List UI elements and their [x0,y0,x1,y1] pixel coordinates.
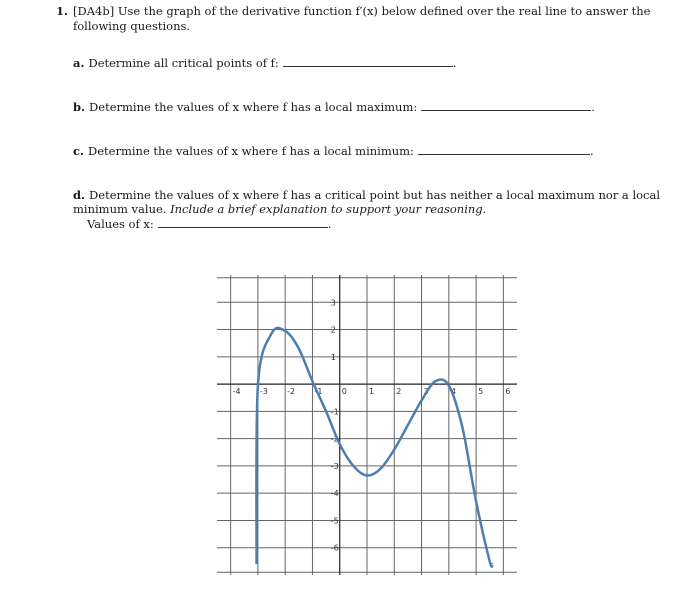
x-tick-label: -2 [287,387,296,397]
answer-blank-a[interactable] [283,55,453,67]
x-tick-label: 4 [450,387,456,397]
y-tick-label: 1 [330,352,336,362]
derivative-graph-svg [212,270,522,580]
y-tick-label: -3 [330,461,339,471]
part-a [73,55,663,70]
answer-d-period: . [327,217,332,231]
y-tick-label: -1 [330,407,339,417]
part-b [73,99,663,114]
answer-blank-b[interactable] [421,99,591,111]
part-b-label: b. [73,100,86,114]
y-tick-label: -4 [330,489,339,499]
answer-blank-d[interactable] [158,216,328,228]
answer-c-period: . [589,144,594,158]
x-tick-label: -4 [232,387,241,397]
part-d-values-line [87,216,663,231]
question-number: 1. [56,4,69,18]
x-tick-label: -1 [314,387,323,397]
part-a-text: Determine all critical points of f: [88,56,279,70]
question-text: [DA4b] Use the graph of the derivative function f′(x) below defined over the real line to answer the following questions. [73,4,651,33]
part-b-text: Determine the values of x where f has a local maximum: [89,100,418,114]
x-tick-label: 0 [341,387,347,397]
derivative-curve [256,325,492,567]
answer-b-period: . [591,100,595,114]
x-tick-label: 2 [396,387,402,397]
part-a-label: a. [73,56,85,70]
part-d-label: d. [73,188,86,202]
x-tick-label: -3 [259,387,268,397]
y-tick-label: 2 [330,325,336,335]
answer-a-period: . [452,56,457,70]
y-tick-label: 3 [330,298,336,308]
y-tick-label: -5 [330,516,339,526]
answer-blank-c[interactable] [418,143,590,155]
question-header [57,4,657,34]
part-c-text: Determine the values of x where f has a local minimum: [88,144,414,158]
x-tick-label: 6 [505,387,511,397]
part-c-label: c. [73,144,85,158]
part-d [73,188,663,231]
part-d-text: Determine the values of x where f has a critical point but has neither a local maximum nor a local minimum value. [73,188,661,216]
y-tick-label: -2 [330,434,339,444]
x-tick-label: 1 [369,387,375,397]
x-tick-label: 3 [423,387,429,397]
part-d-values-label: Values of x: [87,217,154,231]
part-c [73,143,663,158]
x-tick-label: 5 [478,387,484,397]
derivative-graph [212,270,522,580]
part-d-note: Include a brief explanation to support your reasoning. [170,202,487,216]
y-tick-label: -6 [330,543,339,553]
